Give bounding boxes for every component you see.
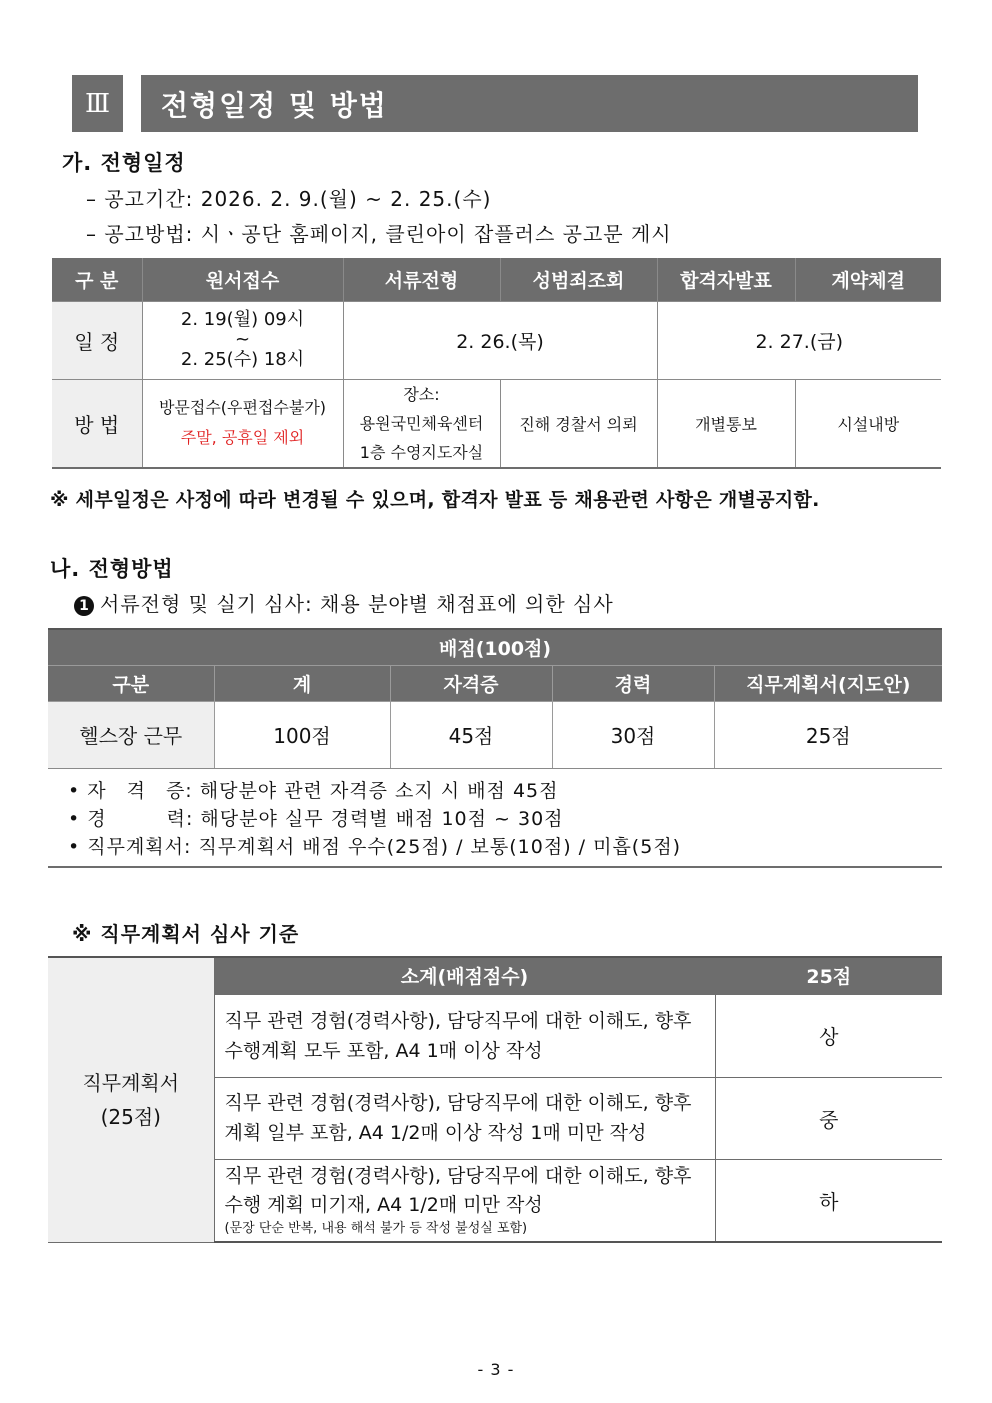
schedule-note: ※ 세부일정은 사정에 따라 변경될 수 있으며, 합격자 발표 등 채용관련 사항은 개별공지함. [50,489,820,511]
criteria-line: 직무 관련 경험(경력사항), 담당직무에 대한 이해도, 향후 [224,1165,692,1188]
criteria-line: 계획 일부 포함, A4 1/2매 이상 작성 1매 미만 작성 [224,1122,647,1144]
reception-note: 주말, 공휴일 제외 [180,428,305,447]
check-method: 진해 경찰서 의뢰 [500,379,657,468]
schedule-table [52,258,941,469]
score-license: 45점 [390,701,552,768]
score-header-cell: 직무계획서(지도안) [714,665,942,701]
section-title: 전형일정 및 방법 [141,75,918,132]
schedule-header-cell: 구 분 [52,258,142,301]
place-room: 1층 수영지도자실 [359,442,484,462]
schedule-header-cell: 서류전형 [343,258,500,301]
page-number: - 3 - [477,1360,515,1379]
method-item [74,588,614,617]
schedule-header-cell: 합격자발표 [657,258,795,301]
score-career: 30점 [552,701,714,768]
criteria-label-line2: (25점) [100,1104,161,1129]
score-table-title: 배점(100점) [48,629,942,665]
section-number: Ⅲ [72,75,123,132]
criteria-grade: 하 [715,1159,942,1242]
reception-dates [142,301,343,379]
criteria-heading: ※ 직무계획서 심사 기준 [72,922,300,946]
criteria-line: 수행 계획 미기재, A4 1/2매 미만 작성 [224,1194,543,1217]
place-label: 장소: [403,384,440,404]
reception-start: 2. 19(월) 09시 [180,309,305,330]
schedule-heading: 가. 전형일정 [62,151,186,175]
screening-date: 2. 26.(목) [343,301,657,379]
score-header-cell: 자격증 [390,665,552,701]
criteria-grade: 중 [715,1077,942,1159]
notice-method: – 공고방법: 시ㆍ공단 홈페이지, 클린아이 잡플러스 공고문 게시 [86,222,672,246]
criteria-line: 직무 관련 경험(경력사항), 담당직무에 대한 이해도, 향후 [224,1092,692,1114]
criteria-text [214,1159,715,1242]
criteria-text [214,994,715,1077]
announce-method: 개별통보 [657,379,795,468]
score-note-license: • 자 격 증: 해당분야 관련 자격증 소지 시 배점 45점 [68,780,559,802]
criteria-line: 수행계획 모두 포함, A4 1매 이상 작성 [224,1039,543,1062]
screening-place [343,379,500,468]
number-one-icon: 1 [74,596,94,616]
criteria-grade: 상 [715,994,942,1077]
score-header-cell: 계 [214,665,390,701]
score-note-career: • 경 력: 해당분야 실무 경력별 배점 10점 ~ 30점 [68,808,564,830]
reception-end: 2. 25(수) 18시 [180,349,305,370]
score-row-label: 헬스장 근무 [48,701,214,768]
method-item-text: 서류전형 및 실기 심사: 채용 분야별 채점표에 의한 심사 [100,592,614,616]
place-name: 용원국민체육센터 [359,413,484,433]
criteria-line: 직무 관련 경험(경력사항), 담당직무에 대한 이해도, 향후 [224,1009,692,1032]
criteria-header-right: 25점 [715,957,942,994]
criteria-table [48,956,942,1243]
score-header-cell: 구분 [48,665,214,701]
criteria-row-label [48,957,214,1242]
notice-period: – 공고기간: 2026. 2. 9.(월) ~ 2. 25.(수) [86,187,492,211]
divider [48,866,942,868]
schedule-row-label: 일 정 [52,301,142,379]
announce-date: 2. 27.(금) [657,301,941,379]
score-header-cell: 경력 [552,665,714,701]
criteria-text [214,1077,715,1159]
schedule-row-label: 방 법 [52,379,142,468]
criteria-header-left: 소계(배점점수) [214,957,715,994]
score-note-plan: • 직무계획서: 직무계획서 배점 우수(25점) / 보통(10점) / 미흡(5점) [68,836,682,858]
contract-method: 시설내방 [795,379,941,468]
reception-tilde: ~ [234,329,251,350]
method-heading: 나. 전형방법 [50,557,174,581]
criteria-footnote: (문장 단순 반복, 내용 해석 불가 등 작성 불성실 포함) [224,1221,528,1237]
schedule-header-cell: 성범죄조회 [500,258,657,301]
schedule-header-cell: 원서접수 [142,258,343,301]
criteria-label-line1: 직무계획서 [82,1070,180,1095]
reception-method [142,379,343,468]
schedule-header-cell: 계약체결 [795,258,941,301]
score-total: 100점 [214,701,390,768]
score-plan: 25점 [714,701,942,768]
reception-method-text: 방문접수(우편접수불가) [158,398,327,417]
score-table [48,628,942,769]
